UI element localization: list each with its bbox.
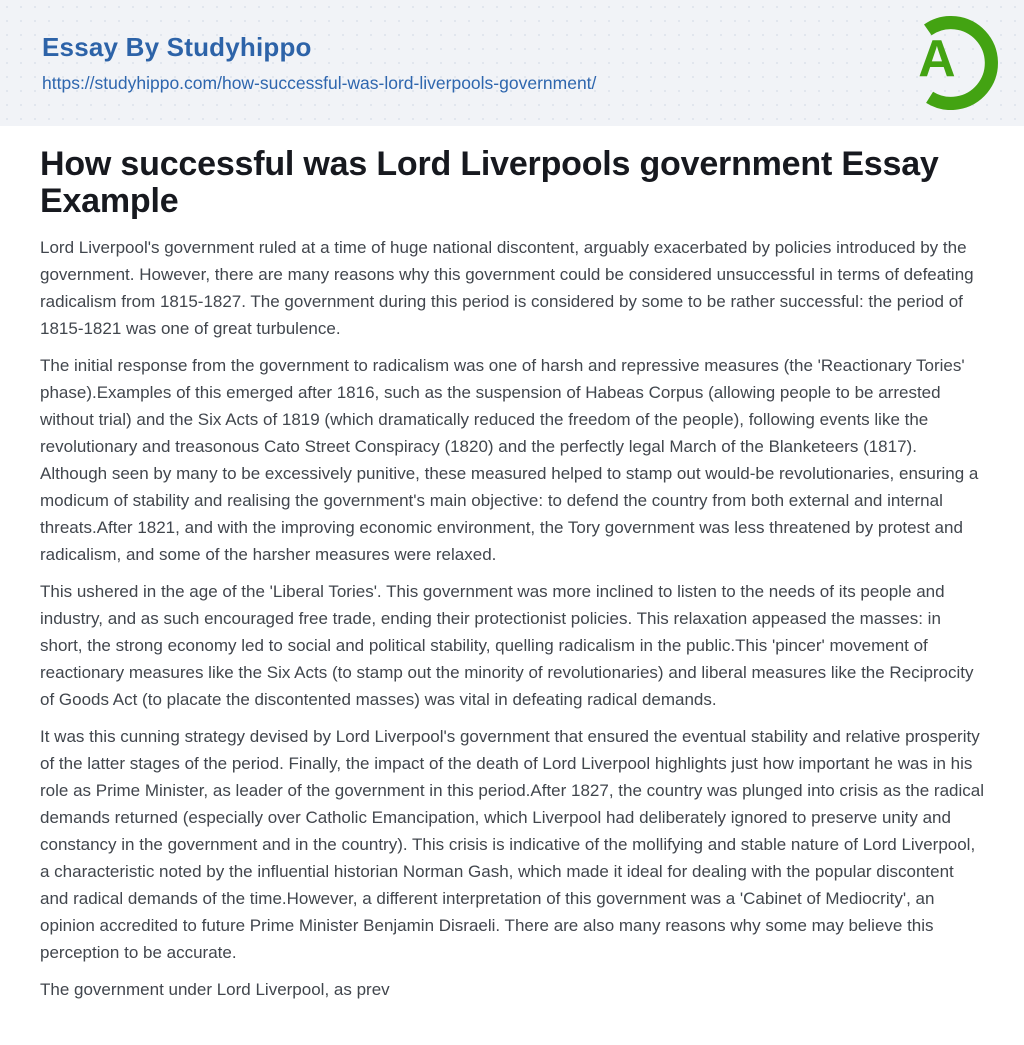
- essay-paragraph-1: Lord Liverpool's government ruled at a time of huge national discontent, arguably exacerbated by policies introduced by the government. However, there are many reasons why this government could be considered unsuccessful in terms of defeating radicalism from 1815-1827. The government during this period is considered by some to be rather successful: the period of 1815-1821 was one of great turbulence.: [40, 238, 974, 338]
- essay-content: [0, 126, 1024, 1003]
- essay-paragraph-4: It was this cunning strategy devised by Lord Liverpool's government that ensured the eventual stability and relative prosperity of the latter stages of the period. Finally, the impact of the death of Lord Liverpool highlights just how important he was in his role as Prime Minister, as leader of the government in this period.After 1827, the country was plunged into crisis as the radical demands returned (especially over Catholic Emancipation, which Liverpool had deliberately ignored to preserve unity and constancy in the government and in the country). This crisis is indicative of the mollifying and stable nature of Lord Liverpool, a characteristic noted by the influential historian Norman Gash, which made it ideal for dealing with the popular discontent and radical demands of the time.However, a different interpretation of this government was a 'Cabinet of Mediocrity', an opinion accredited to future Prime Minister Benjamin Disraeli. There are also many reasons why some may believe this perception to be accurate.: [40, 727, 984, 962]
- header-text-block: [42, 33, 596, 94]
- essay-url-link[interactable]: https://studyhippo.com/how-successful-was-lord-liverpools-government/: [42, 73, 597, 94]
- essay-title: How successful was Lord Liverpools government Essay Example: [40, 145, 939, 220]
- essay-paragraph-2: The initial response from the government to radicalism was one of harsh and repressive measures (the 'Reactionary Tories' phase).Examples of this emerged after 1816, such as the suspension of Habeas Corpus (allowing people to be arrested without trial) and the Six Acts of 1819 (which dramatically reduced the freedom of the people), following events like the revolutionary and treasonous Cato Street Conspiracy (1820) and the perfectly legal March of the Blanketeers (1817). Although seen by many to be excessively punitive, these measured helped to stamp out would-be revolutionaries, ensuring a modicum of stability and realising the government's main objective: to defend the country from both external and internal threats.After 1821, and with the improving economic environment, the Tory government was less threatened by protest and radicalism, and some of the harsher measures were relaxed.: [40, 356, 979, 564]
- site-title: Essay By Studyhippo: [42, 31, 312, 62]
- logo-letter: A: [918, 29, 956, 88]
- essay-paragraph-5: The government under Lord Liverpool, as prev: [40, 980, 390, 999]
- page-header: [0, 0, 1024, 126]
- essay-paragraph-3: This ushered in the age of the 'Liberal Tories'. This government was more inclined to listen to the needs of its people and industry, and as such encouraged free trade, ending their protectionist policies. This relaxation appeased the masses: in short, the strong economy led to social and political stability, quelling radicalism in the public.This 'pincer' movement of reactionary measures like the Six Acts (to stamp out the minority of revolutionaries) and liberal measures like the Reciprocity of Goods Act (to placate the discontented masses) was vital in defeating radical demands.: [40, 582, 974, 709]
- studyhippo-logo: [904, 16, 998, 110]
- logo-arc-icon: [904, 16, 998, 110]
